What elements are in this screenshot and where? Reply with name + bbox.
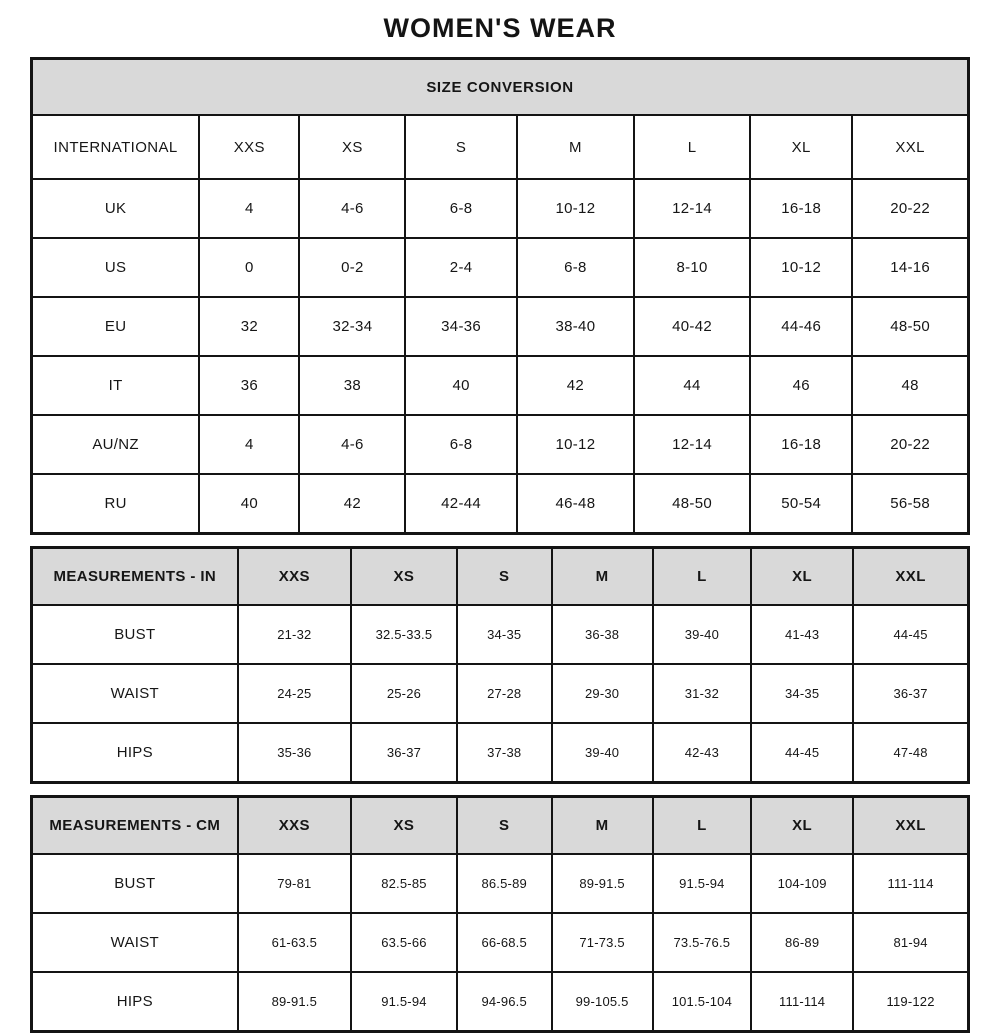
value-cell: 61-63.5	[238, 913, 351, 972]
row-label: IT	[32, 356, 200, 415]
value-cell: 42-43	[653, 723, 751, 783]
value-cell: 31-32	[653, 664, 751, 723]
table-banner-row	[32, 59, 969, 116]
value-cell: 10-12	[750, 238, 852, 297]
value-cell: 21-32	[238, 605, 351, 664]
value-cell: 86.5-89	[457, 854, 552, 913]
value-cell: 89-91.5	[552, 854, 653, 913]
value-cell: 44	[634, 356, 750, 415]
column-header: S	[405, 115, 517, 179]
value-cell: 6-8	[517, 238, 634, 297]
value-cell: 0-2	[299, 238, 405, 297]
table-header-row	[32, 548, 969, 606]
value-cell: 104-109	[751, 854, 853, 913]
page-title: WOMEN'S WEAR	[383, 13, 617, 43]
value-cell: 32	[199, 297, 299, 356]
value-cell: 82.5-85	[351, 854, 457, 913]
column-header: XXS	[199, 115, 299, 179]
value-cell: 14-16	[852, 238, 968, 297]
table-row	[32, 474, 969, 534]
table-row	[32, 913, 969, 972]
row-label: US	[32, 238, 200, 297]
value-cell: 91.5-94	[351, 972, 457, 1032]
value-cell: 27-28	[457, 664, 552, 723]
table-row	[32, 297, 969, 356]
value-cell: 4-6	[299, 179, 405, 238]
value-cell: 32-34	[299, 297, 405, 356]
table-row	[32, 605, 969, 664]
value-cell: 16-18	[750, 415, 852, 474]
value-cell: 8-10	[634, 238, 750, 297]
column-header: L	[634, 115, 750, 179]
table-row	[32, 723, 969, 783]
column-header: XXL	[852, 115, 968, 179]
value-cell: 16-18	[750, 179, 852, 238]
value-cell: 48-50	[634, 474, 750, 534]
value-cell: 73.5-76.5	[653, 913, 751, 972]
value-cell: 12-14	[634, 415, 750, 474]
column-header: XXS	[238, 797, 351, 855]
value-cell: 81-94	[853, 913, 968, 972]
value-cell: 35-36	[238, 723, 351, 783]
value-cell: 4	[199, 415, 299, 474]
row-label: HIPS	[32, 723, 238, 783]
column-header: XL	[750, 115, 852, 179]
value-cell: 32.5-33.5	[351, 605, 457, 664]
value-cell: 29-30	[552, 664, 653, 723]
column-header: XXL	[853, 548, 968, 606]
value-cell: 50-54	[750, 474, 852, 534]
value-cell: 86-89	[751, 913, 853, 972]
size-conversion-table	[30, 57, 970, 535]
table-row	[32, 356, 969, 415]
value-cell: 20-22	[852, 415, 968, 474]
value-cell: 38-40	[517, 297, 634, 356]
table-row	[32, 238, 969, 297]
value-cell: 42-44	[405, 474, 517, 534]
value-cell: 39-40	[653, 605, 751, 664]
value-cell: 24-25	[238, 664, 351, 723]
row-label: WAIST	[32, 664, 238, 723]
column-header: L	[653, 797, 751, 855]
table-row	[32, 664, 969, 723]
measurements-in-table	[30, 546, 970, 784]
column-header: XS	[299, 115, 405, 179]
value-cell: 48-50	[852, 297, 968, 356]
table-header-row	[32, 797, 969, 855]
value-cell: 94-96.5	[457, 972, 552, 1032]
value-cell: 4-6	[299, 415, 405, 474]
value-cell: 36-38	[552, 605, 653, 664]
value-cell: 34-36	[405, 297, 517, 356]
value-cell: 36-37	[351, 723, 457, 783]
value-cell: 36	[199, 356, 299, 415]
value-cell: 20-22	[852, 179, 968, 238]
table-banner: SIZE CONVERSION	[32, 59, 969, 116]
value-cell: 44-45	[853, 605, 968, 664]
column-header: L	[653, 548, 751, 606]
value-cell: 41-43	[751, 605, 853, 664]
column-header: XS	[351, 548, 457, 606]
measurements-cm-table	[30, 795, 970, 1033]
value-cell: 42	[299, 474, 405, 534]
row-label: WAIST	[32, 913, 238, 972]
value-cell: 119-122	[853, 972, 968, 1032]
row-label: AU/NZ	[32, 415, 200, 474]
value-cell: 0	[199, 238, 299, 297]
value-cell: 34-35	[751, 664, 853, 723]
value-cell: 46-48	[517, 474, 634, 534]
row-label: BUST	[32, 854, 238, 913]
column-header: M	[552, 548, 653, 606]
value-cell: 4	[199, 179, 299, 238]
value-cell: 34-35	[457, 605, 552, 664]
row-label: RU	[32, 474, 200, 534]
column-header: MEASUREMENTS - CM	[32, 797, 238, 855]
row-label: EU	[32, 297, 200, 356]
row-label: HIPS	[32, 972, 238, 1032]
column-header: XL	[751, 548, 853, 606]
value-cell: 6-8	[405, 415, 517, 474]
value-cell: 89-91.5	[238, 972, 351, 1032]
value-cell: 71-73.5	[552, 913, 653, 972]
column-header: S	[457, 797, 552, 855]
value-cell: 25-26	[351, 664, 457, 723]
value-cell: 101.5-104	[653, 972, 751, 1032]
value-cell: 46	[750, 356, 852, 415]
value-cell: 37-38	[457, 723, 552, 783]
value-cell: 99-105.5	[552, 972, 653, 1032]
value-cell: 6-8	[405, 179, 517, 238]
table-row	[32, 972, 969, 1032]
value-cell: 36-37	[853, 664, 968, 723]
value-cell: 63.5-66	[351, 913, 457, 972]
value-cell: 39-40	[552, 723, 653, 783]
column-header: XXS	[238, 548, 351, 606]
value-cell: 38	[299, 356, 405, 415]
value-cell: 40	[199, 474, 299, 534]
value-cell: 91.5-94	[653, 854, 751, 913]
value-cell: 56-58	[852, 474, 968, 534]
value-cell: 48	[852, 356, 968, 415]
value-cell: 111-114	[853, 854, 968, 913]
table-row	[32, 415, 969, 474]
value-cell: 66-68.5	[457, 913, 552, 972]
table-header-row	[32, 115, 969, 179]
column-header: XL	[751, 797, 853, 855]
row-label: BUST	[32, 605, 238, 664]
row-label: UK	[32, 179, 200, 238]
value-cell: 40-42	[634, 297, 750, 356]
value-cell: 40	[405, 356, 517, 415]
value-cell: 47-48	[853, 723, 968, 783]
column-header: XS	[351, 797, 457, 855]
value-cell: 12-14	[634, 179, 750, 238]
column-header: M	[552, 797, 653, 855]
value-cell: 44-45	[751, 723, 853, 783]
column-header: S	[457, 548, 552, 606]
column-header: M	[517, 115, 634, 179]
column-header: MEASUREMENTS - IN	[32, 548, 238, 606]
value-cell: 10-12	[517, 415, 634, 474]
value-cell: 44-46	[750, 297, 852, 356]
value-cell: 10-12	[517, 179, 634, 238]
value-cell: 42	[517, 356, 634, 415]
value-cell: 2-4	[405, 238, 517, 297]
table-row	[32, 179, 969, 238]
value-cell: 79-81	[238, 854, 351, 913]
column-header: XXL	[853, 797, 968, 855]
column-header: INTERNATIONAL	[32, 115, 200, 179]
value-cell: 111-114	[751, 972, 853, 1032]
table-row	[32, 854, 969, 913]
